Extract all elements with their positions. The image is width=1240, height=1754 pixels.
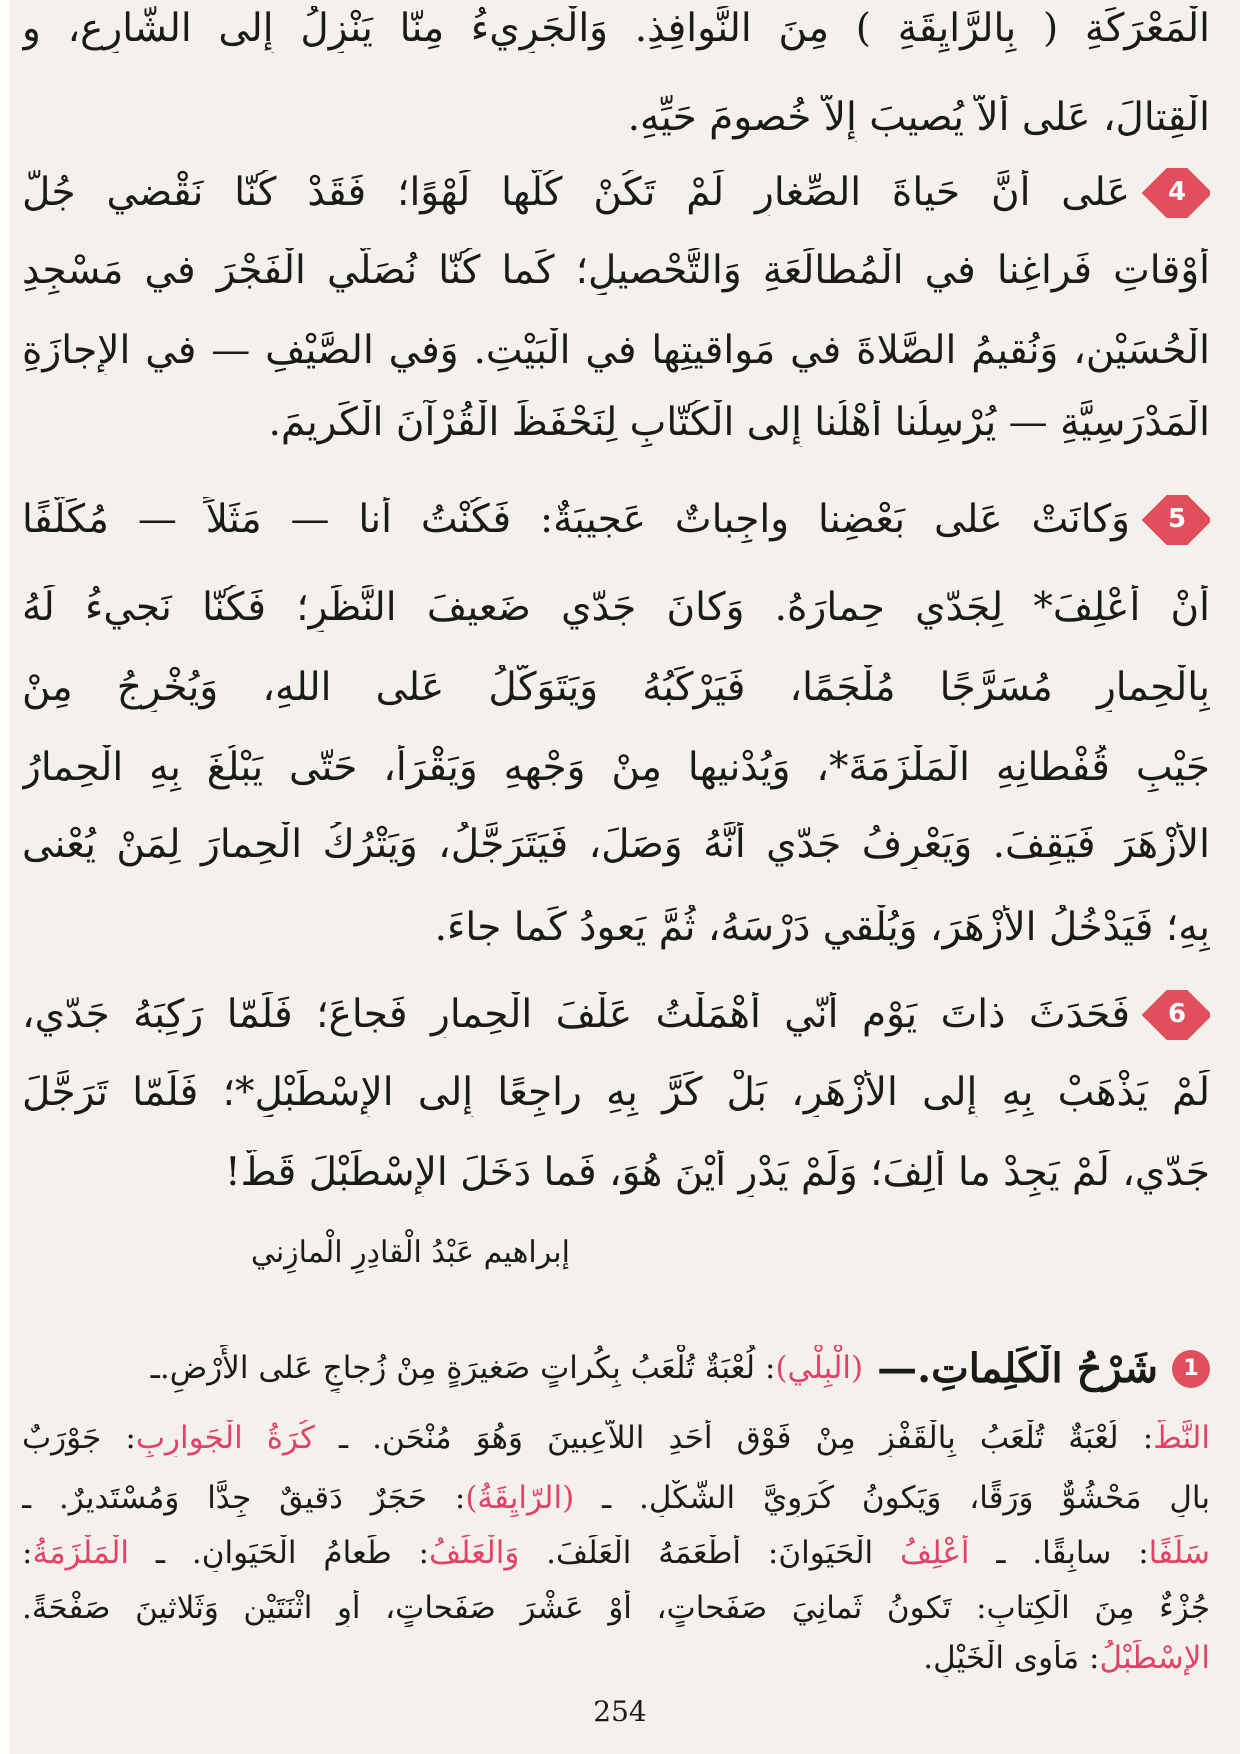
glossary-term: (الرّايِقَةُ)	[465, 1480, 575, 1516]
body-line: الْمَعْرَكَةِ ( بِالرَّايِقَةِ ) مِنَ النَّوافِذِ. وَالْجَرِيءُ مِنّا يَنْزِلُ إِلى الشّارِعِ، و	[22, 6, 1210, 51]
body-line: الْحُسَيْنِ، وَنُقيمُ الصَّلاةَ في مَواقيتِها في الْبَيْتِ. وَفي الصَّيْفِ — في الإِجازَةِ	[22, 328, 1210, 373]
glossary-term: (الْبِلْي)	[775, 1350, 864, 1387]
body-line: الْقِتالَ، عَلى أَلاّ يُصيبَ إِلاّ خُصومَ حَيِّهِ.	[627, 95, 1210, 140]
glossary-term: سَلَفًا	[1148, 1535, 1210, 1571]
body-line: عَلى أَنَّ حَياةَ الصِّغارِ لَمْ تَكُنْ كُلُّها لَهْوًا؛ فَقَدْ كُنّا نَقْضي جُلَّ	[22, 169, 1130, 215]
glossary-first-line	[22, 1345, 1210, 1393]
paragraph-4-first-line	[22, 168, 1210, 218]
glossary-line: النَّطُّ: لُعْبَةٌ تُلْعَبُ بِالْقَفْزِ مِنْ فَوْقِ أَحَدِ اللاّعِبينَ وَهُوَ مُنْحَنٍ. ـ كُرَةُ الْجَوارِبِ: جَوْرَبٌ	[22, 1420, 1210, 1456]
body-line: الْمَدْرَسِيَّةِ — يُرْسِلُنا أَهْلُنا إِلى الْكُتّابِ لِنَحْفَظَ الْقُرْآنَ الْكَريمَ.	[268, 400, 1210, 445]
body-line: لَمْ يَذْهَبْ بِهِ إِلى الأَزْهَرِ، بَلْ كَرَّ بِهِ راجِعًا إِلى الإِسْطَبْلِ*؛ فَلَمّا تَرَجَّلَ	[22, 1070, 1210, 1115]
body-line: فَحَدَثَ ذاتَ يَوْمٍ أَنّي أَهْمَلْتُ عَلْفَ الْحِمارِ فَجاعَ؛ فَلَمّا رَكِبَهُ جَدّي،	[22, 991, 1130, 1037]
glossary-entry: (الْبِلْي): لُعْبَةٌ تُلْعَبُ بِكُراتٍ صَغيرَةٍ مِنْ زُجاجٍ عَلى الأَرْضِ.ـ	[150, 1350, 864, 1387]
body-line: وَكانَتْ عَلى بَعْضِنا واجِباتٌ عَجيبَةٌ: فَكُنْتُ أَنا — مَثَلاً — مُكَلَّفًا	[22, 496, 1130, 542]
glossary-line: بالٍ مَحْشُوٌّ وَرَقًا، وَيَكونُ كُرَوِيَّ الشَّكْلِ. ـ (الرّايِقَةُ): حَجَرٌ دَقيقٌ جِدًّا وَمُسْتَديرٌ. ـ	[22, 1480, 1210, 1516]
glossary-number-badge: 1	[1172, 1350, 1210, 1388]
paragraph-number-badge: 5	[1142, 495, 1210, 545]
body-line: جَيْبِ قُفْطانِهِ الْمَلْزَمَةَ*، وَيُدْنيها مِنْ وَجْهِهِ وَيَقْرَأُ، حَتّى يَبْلُغَ بِهِ الْحِمارُ	[22, 745, 1210, 790]
glossary-term: النَّطُّ	[1153, 1420, 1210, 1456]
body-line: جَدّي، لَمْ يَجِدْ ما أَلِفَ؛ وَلَمْ يَدْرِ أَيْنَ هُوَ، فَما دَخَلَ الإِسْطَبْلَ قَطُّ!	[224, 1150, 1210, 1195]
paragraph-5-first-line	[22, 495, 1210, 545]
glossary-term: كُرَةُ الْجَوارِبِ	[135, 1420, 315, 1456]
body-line: أَوْقاتِ فَراغِنا في الْمُطالَعَةِ وَالتَّحْصيلِ؛ كَما كُنّا نُصَلّي الْفَجْرَ في مَسْجِدِ	[22, 248, 1210, 293]
glossary-line: الإِسْطَبْلُ: مَأْوى الْخَيْلِ.	[923, 1640, 1210, 1676]
glossary-term: الإِسْطَبْلُ	[1099, 1640, 1210, 1676]
glossary-term: الْمَلْزَمَةُ	[32, 1535, 130, 1571]
page-number: 254	[593, 1695, 647, 1728]
glossary-term: وَالْعَلَفُ	[428, 1535, 520, 1571]
body-line: الأَزْهَرَ فَيَقِفَ. وَيَعْرِفُ جَدّي أَنَّهُ وَصَلَ، فَيَتَرَجَّلُ، وَيَتْرُكُ الْحِمارَ لِمَنْ يُعْنى	[22, 822, 1210, 867]
glossary-title: شَرْحُ الْكَلِماتِ.—	[877, 1345, 1158, 1392]
glossary-line: جُزْءٌ مِنَ الْكِتابِ: تَكونُ ثَمانِيَ صَفَحاتٍ، أَوْ عَشْرَ صَفَحاتٍ، أَوِ اثْنَتَيْنِ وَثَلاثينَ صَفْحَةً.	[22, 1590, 1210, 1626]
glossary-line: سَلَفًا: سابِقًا. ـ أَعْلِفُ الْحَيَوانَ: أَطْعَمَهُ الْعَلَفَ. وَالْعَلَفُ: طَعامُ الْحَيَوانِ. ـ الْمَلْزَمَةُ:	[22, 1535, 1210, 1571]
paragraph-number-badge: 6	[1142, 990, 1210, 1040]
page-edge	[0, 0, 10, 1754]
body-line: أَنْ أَعْلِفَ* لِجَدّي حِمارَهُ. وَكانَ جَدّي ضَعيفَ النَّظَرِ؛ فَكُنّا نَجيءُ لَهُ	[22, 585, 1210, 630]
body-line: بِالْحِمارِ مُسَرَّجًا مُلْجَمًا، فَيَرْكَبُهُ وَيَتَوَكَّلُ عَلى اللهِ، وَيُخْرِجُ مِنْ	[22, 665, 1210, 710]
paragraph-6-first-line	[22, 990, 1210, 1040]
body-line: بِهِ؛ فَيَدْخُلُ الأَزْهَرَ، وَيُلْقي دَرْسَهُ، ثُمَّ يَعودُ كَما جاءَ.	[434, 905, 1210, 950]
paragraph-number-badge: 4	[1142, 168, 1210, 218]
glossary-term: أَعْلِفُ	[900, 1535, 970, 1571]
author-name: إبراهيم عَبْدُ الْقادِرِ الْمازِني	[250, 1235, 570, 1270]
